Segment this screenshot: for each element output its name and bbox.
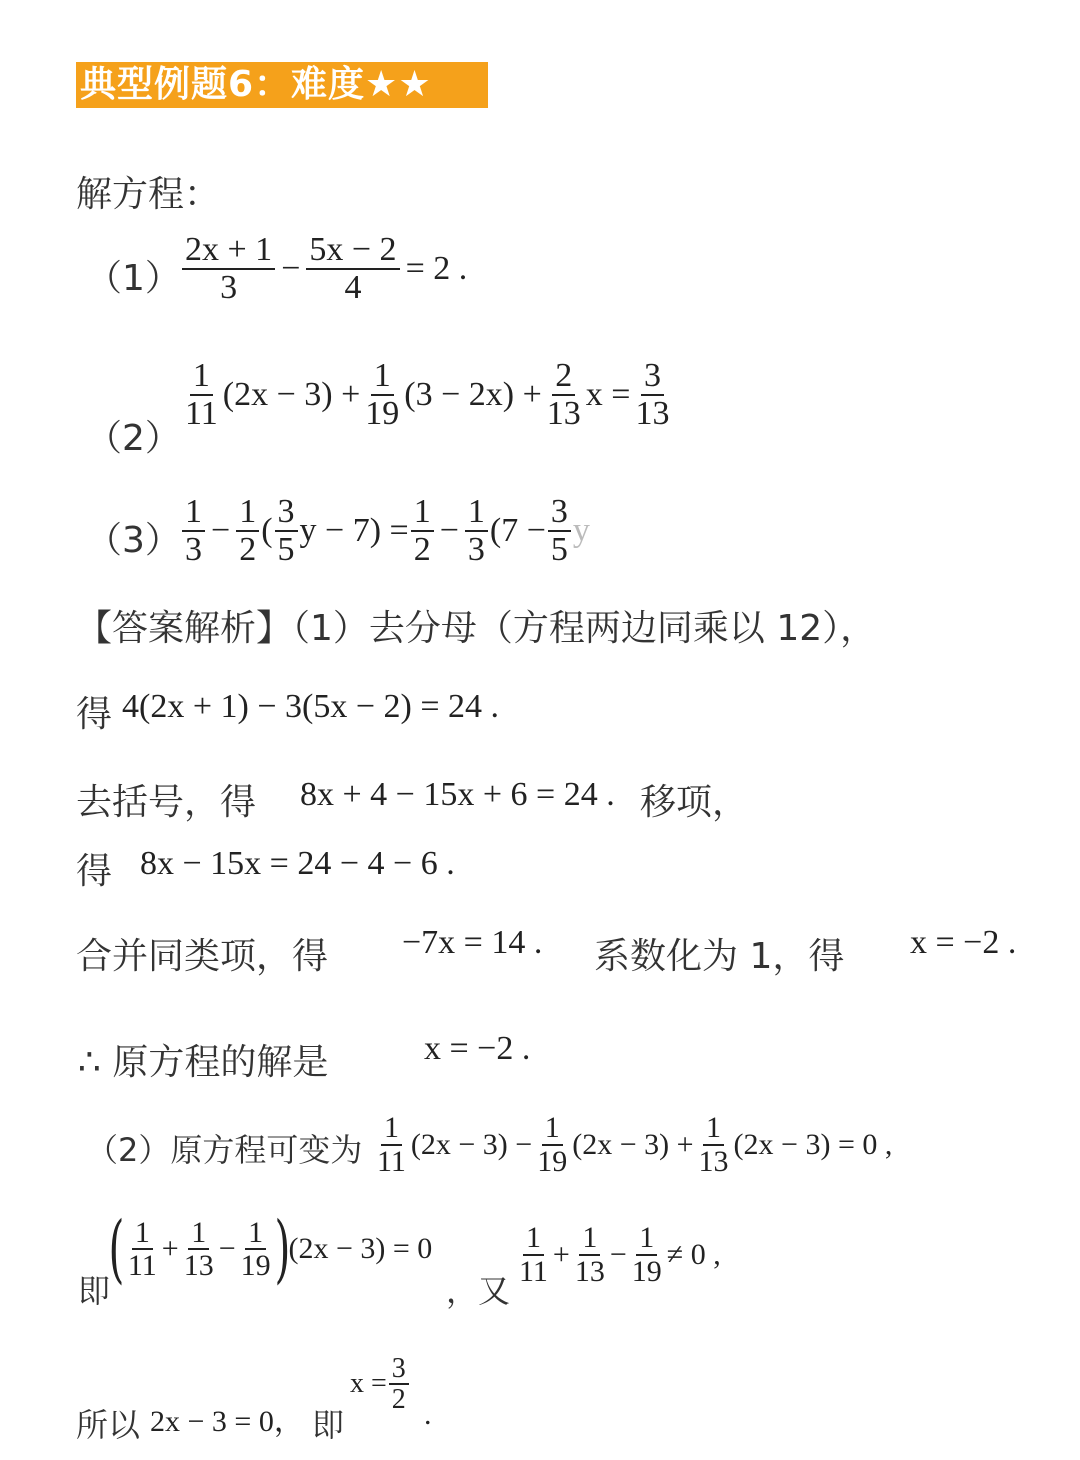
step-8-label: 所以 <box>76 1406 141 1444</box>
numerator: 1 <box>542 1112 563 1146</box>
denominator: 5 <box>277 530 295 568</box>
denominator: 13 <box>183 1249 214 1282</box>
operator: − <box>218 1232 236 1265</box>
rhs: = 2 . <box>405 249 468 287</box>
numerator: 3 <box>641 358 664 396</box>
step-8-then-label: 即 <box>312 1406 345 1444</box>
step-8-math: 2x − 3 = 0， <box>150 1405 304 1438</box>
step-3-math: 8x − 15x = 24 − 4 − 6 . <box>140 845 455 882</box>
denominator: 11 <box>377 1144 406 1178</box>
step-2-label: 去括号，得 <box>76 782 257 823</box>
operator: − <box>211 511 231 549</box>
fraction <box>544 358 584 431</box>
denominator: 2 <box>391 1384 406 1416</box>
faded-term: y <box>572 511 590 549</box>
fraction <box>374 1112 409 1177</box>
step-4-math: −7x = 14 . <box>402 924 543 961</box>
fraction <box>389 1354 409 1415</box>
numerator: 1 <box>381 1112 402 1146</box>
solution-header: 【答案解析】（1）去分母（方程两边同乘以 12）， <box>76 608 877 649</box>
fraction <box>181 1217 217 1282</box>
fraction <box>236 494 259 567</box>
denominator: 2 <box>413 530 431 568</box>
example-title: 典型例题6：难度★★ <box>80 64 432 105</box>
operator: + <box>161 1232 179 1265</box>
denominator: 4 <box>344 268 362 306</box>
problem-2-label: （2） <box>86 418 181 459</box>
conclusion-math: x = −2 . <box>424 1030 531 1067</box>
part-2-intro: （2）原方程可变为 <box>86 1131 363 1169</box>
fraction <box>572 1222 608 1287</box>
step-2-math: 8x + 4 − 15x + 6 = 24 . <box>300 776 615 813</box>
operator: − <box>439 511 459 549</box>
step-1-math: 4(2x + 1) − 3(5x − 2) = 24 . <box>122 688 499 725</box>
term: ≠ 0 , <box>666 1237 721 1271</box>
numerator: 1 <box>579 1222 600 1256</box>
step-7-inequality <box>514 1222 721 1287</box>
numerator: 1 <box>636 1222 657 1256</box>
step-4-result: x = −2 . <box>910 924 1017 961</box>
left-paren: ( <box>108 1206 125 1292</box>
term: x = <box>350 1368 387 1400</box>
equation-3 <box>180 494 590 567</box>
denominator: 19 <box>365 394 400 432</box>
term: (7 − <box>489 511 546 549</box>
denominator: 2 <box>239 530 257 568</box>
fraction <box>516 1222 551 1287</box>
denominator: 13 <box>698 1144 729 1178</box>
operator: − <box>609 1237 627 1271</box>
equation-1 <box>180 232 471 305</box>
conclusion-label: ∴ 原方程的解是 <box>78 1042 329 1083</box>
denominator: 13 <box>635 394 670 432</box>
term: (2x − 3) + <box>222 375 361 413</box>
numerator: 3 <box>389 1354 409 1385</box>
step-7-equation <box>108 1206 433 1292</box>
numerator: 2x + 1 <box>182 232 275 270</box>
term: (2x − 3) − <box>410 1127 533 1161</box>
denominator: 11 <box>127 1249 157 1282</box>
fraction <box>182 358 221 431</box>
part-2-equation <box>372 1112 892 1177</box>
prompt-text: 解方程： <box>76 174 221 215</box>
denominator: 19 <box>537 1144 568 1178</box>
term: (2x − 3) = 0 , <box>733 1127 893 1161</box>
numerator: 1 <box>245 1217 266 1251</box>
denominator: 5 <box>550 530 568 568</box>
equation-2 <box>180 358 674 431</box>
step-3-label: 得 <box>76 851 113 892</box>
numerator: 1 <box>523 1222 544 1256</box>
paren: ( <box>261 511 273 549</box>
fraction <box>306 232 399 305</box>
step-8-period: . <box>424 1398 432 1431</box>
denominator: 11 <box>185 394 218 432</box>
fraction <box>238 1217 274 1282</box>
fraction <box>632 358 672 431</box>
step-4-label: 合并同类项，得 <box>76 936 329 977</box>
fraction <box>534 1112 570 1177</box>
numerator: 1 <box>465 494 488 532</box>
numerator: 3 <box>548 494 571 532</box>
step-7-label: 即 <box>78 1272 111 1310</box>
numerator: 1 <box>132 1217 153 1251</box>
operator: + <box>552 1237 570 1271</box>
numerator: 2 <box>552 358 575 396</box>
step-8-result <box>350 1354 411 1415</box>
denominator: 13 <box>546 394 581 432</box>
numerator: 1 <box>190 358 213 396</box>
problem-1-label: （1） <box>86 258 181 299</box>
numerator: 1 <box>703 1112 724 1146</box>
fraction <box>629 1222 665 1287</box>
term: (2x − 3) = 0 <box>288 1232 433 1265</box>
fraction <box>465 494 488 567</box>
term: y − 7) = <box>299 511 409 549</box>
fraction <box>125 1217 160 1282</box>
step-4-coef-label: 系数化为 1，得 <box>594 936 845 977</box>
fraction <box>548 494 571 567</box>
denominator: 19 <box>240 1249 271 1282</box>
operator: − <box>281 249 301 287</box>
fraction <box>182 232 275 305</box>
numerator: 1 <box>411 494 434 532</box>
denominator: 13 <box>574 1254 605 1288</box>
numerator: 1 <box>371 358 394 396</box>
numerator: 1 <box>182 494 205 532</box>
problem-3-label: （3） <box>86 520 181 561</box>
denominator: 11 <box>519 1254 548 1288</box>
fraction <box>362 358 402 431</box>
denominator: 3 <box>220 268 238 306</box>
right-paren: ) <box>274 1206 290 1292</box>
term: (2x − 3) + <box>572 1127 694 1161</box>
fraction <box>275 494 298 567</box>
step-7-separator: ，又 <box>446 1272 511 1310</box>
denominator: 3 <box>467 530 485 568</box>
step-1-label: 得 <box>76 694 113 735</box>
numerator: 5x − 2 <box>306 232 399 270</box>
step-2-move-label: 移项， <box>640 782 749 823</box>
fraction <box>182 494 205 567</box>
numerator: 1 <box>236 494 259 532</box>
denominator: 19 <box>631 1254 662 1288</box>
term: (3 − 2x) + <box>404 375 542 413</box>
numerator: 1 <box>188 1217 209 1251</box>
term: x = <box>585 375 631 413</box>
fraction <box>696 1112 732 1177</box>
denominator: 3 <box>185 530 202 568</box>
numerator: 3 <box>275 494 298 532</box>
fraction <box>411 494 434 567</box>
